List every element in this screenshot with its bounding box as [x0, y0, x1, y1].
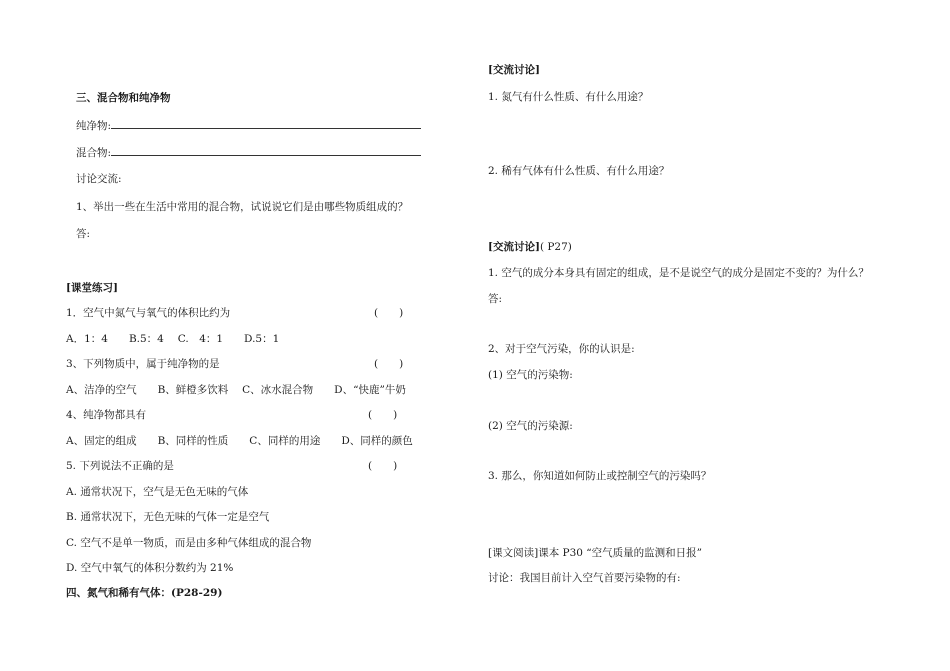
practice-q5-option-a: A. 通常状况下，空气是无色无味的气体: [66, 486, 249, 498]
pure-substance-line: [76, 117, 421, 133]
discussion-2-answer-label: 答:: [488, 293, 503, 305]
text-reading: [课文阅读]课本 P30 “空气质量的监测和日报”: [488, 547, 703, 559]
practice-q4: 4、纯净物都具有: [66, 409, 147, 421]
pure-substance-label: 纯净物:: [76, 120, 112, 132]
practice-q1: 1．空气中氮气与氧气的体积比约为: [66, 307, 231, 319]
pollutants-label: (1) 空气的污染物:: [488, 369, 573, 381]
practice-q5-option-d: D. 空气中氧气的体积分数约为 21%: [66, 562, 234, 574]
practice-q1-answer-paren: ( ): [374, 307, 404, 319]
pure-substance-blank[interactable]: [111, 117, 421, 129]
practice-q5-answer-paren: ( ): [368, 460, 398, 472]
discussion-1-question-1: 1. 氮气有什么性质、有什么用途？: [488, 91, 649, 103]
section3-title: 三、混合物和纯净物: [76, 92, 171, 104]
discussion-2-title: [交流讨论]: [488, 241, 540, 253]
mixture-label: 混合物:: [76, 147, 112, 159]
discussion-1-title: [交流讨论]: [488, 64, 540, 76]
practice-q3: 3、下列物质中，属于纯净物的是: [66, 358, 220, 370]
practice-q4-answer-paren: ( ): [368, 409, 398, 421]
section4-title: 四、氮气和稀有气体：(P28-29): [66, 587, 223, 599]
mixture-blank[interactable]: [111, 144, 421, 156]
practice-q4-options: A、固定的组成 B、同样的性质 C、同样的用途 D、同样的颜色: [66, 435, 413, 447]
practice-title: [课堂练习]: [66, 282, 118, 294]
discussion-2-question-2: 2、对于空气污染，你的认识是:: [488, 343, 635, 355]
practice-q1-options: A．1：4 B.5：4 C. 4：1 D.5：1: [66, 333, 280, 345]
left-question-1: 1、举出一些在生活中常用的混合物，试说说它们是由哪些物质组成的？: [76, 201, 409, 213]
discuss-label: 讨论交流:: [76, 173, 122, 185]
discussion-2-page-ref: ( P27): [539, 241, 572, 253]
practice-q5-option-b: B. 通常状况下，无色无味的气体一定是空气: [66, 511, 270, 523]
practice-q5-option-c: C. 空气不是单一物质，而是由多种气体组成的混合物: [66, 537, 312, 549]
practice-q3-options: A、洁净的空气 B、鲜橙多饮料 C、冰水混合物 D、“快鹿”牛奶: [66, 384, 406, 396]
discussion-2-heading: [488, 240, 572, 254]
discussion-1-question-2: 2. 稀有气体有什么性质、有什么用途？: [488, 165, 670, 177]
pollution-sources-label: (2) 空气的污染源:: [488, 420, 573, 432]
left-answer-label: 答:: [76, 228, 91, 240]
reading-discussion: 讨论：我国目前计入空气首要污染物的有:: [488, 572, 681, 584]
practice-q5: 5. 下列说法不正确的是: [66, 460, 174, 472]
mixture-line: [76, 144, 421, 160]
discussion-2-question-1: 1. 空气的成分本身具有固定的组成，是不是说空气的成分是固定不变的？为什么？: [488, 267, 869, 279]
practice-q3-answer-paren: ( ): [374, 358, 404, 370]
discussion-2-question-3: 3. 那么，你知道如何防止或控制空气的污染吗？: [488, 470, 712, 482]
